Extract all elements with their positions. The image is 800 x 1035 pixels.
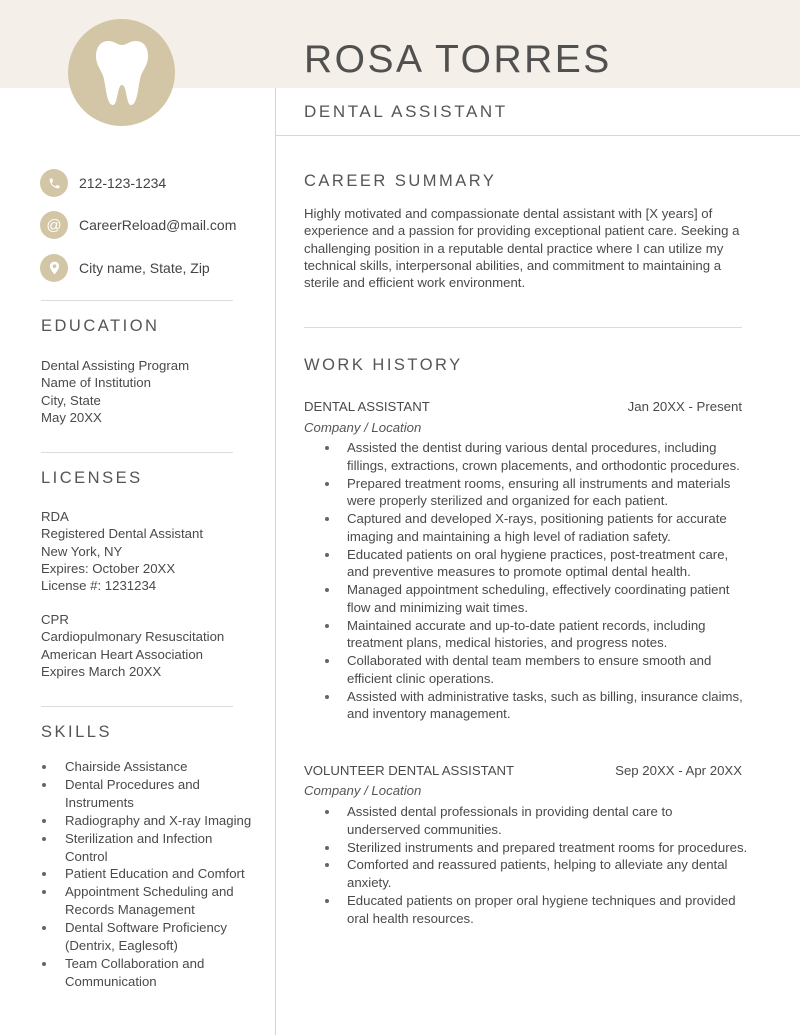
phone-text: 212-123-1234 — [79, 175, 167, 191]
job-bullet: Comforted and reassured patients, helping to alleviate any dental anxiety. — [304, 856, 748, 891]
job-bullet: Assisted with administrative tasks, such as billing, insurance claims, and inventory management. — [304, 688, 748, 723]
licenses-heading: LICENSES — [41, 469, 143, 487]
logo-badge — [68, 19, 175, 126]
job-bullet: Educated patients on proper oral hygiene techniques and provided oral health resources. — [304, 892, 748, 927]
license-line: Expires: October 20XX — [41, 560, 176, 576]
divider — [304, 327, 742, 328]
tooth-icon — [94, 39, 150, 107]
skill-item: Dental Procedures and Instruments — [41, 776, 216, 812]
work-heading: WORK HISTORY — [304, 356, 463, 374]
job-bullet: Assisted the dentist during various dental procedures, including fillings, extractions, crown placements, and orthodontic procedures. — [304, 439, 748, 474]
job-header — [304, 763, 742, 778]
divider — [41, 300, 233, 301]
divider — [41, 706, 233, 707]
license-line: New York, NY — [41, 543, 123, 559]
job-bullet: Educated patients on oral hygiene practices, post-treatment care, and preventive measures to promote optimal dental health. — [304, 546, 748, 581]
education-block — [41, 357, 189, 426]
job-header — [304, 399, 742, 414]
job-dates: Jan 20XX - Present — [627, 399, 742, 414]
skills-heading: SKILLS — [41, 723, 112, 741]
job-title: VOLUNTEER DENTAL ASSISTANT — [304, 763, 515, 778]
job-bullet: Assisted dental professionals in providing dental care to underserved communities. — [304, 803, 748, 838]
license-line: CPR — [41, 612, 69, 627]
skill-item: Dental Software Proficiency (Dentrix, Eaglesoft) — [41, 919, 241, 955]
column-divider — [275, 88, 276, 1035]
job-bullet: Maintained accurate and up-to-date patient records, including treatment plans, medical histories, and progress notes. — [304, 617, 748, 652]
job-bullet: Sterilized instruments and prepared treatment rooms for procedures. — [304, 839, 748, 857]
education-line: Name of Institution — [41, 375, 151, 391]
candidate-name: ROSA TORRES — [304, 38, 612, 81]
contact-email — [40, 211, 236, 239]
summary-text: Highly motivated and compassionate dental assistant with [X years] of experience and a passion for providing exceptional patient care. Seeking a challenging position in a reputable dental practice where I can utilize my technical skills, interpersonal abilities, and commitment to maintaining a sterile and efficient work environment. — [304, 206, 740, 291]
location-pin-icon — [40, 254, 68, 282]
education-line: Dental Assisting Program — [41, 358, 190, 373]
job-company: Company / Location — [304, 420, 422, 435]
skills-list — [41, 758, 256, 991]
license-line: Expires March 20XX — [41, 663, 162, 679]
license-line: RDA — [41, 509, 69, 524]
job-company: Company / Location — [304, 783, 422, 798]
education-line: May 20XX — [41, 409, 102, 425]
license-line: Cardiopulmonary Resuscitation — [41, 629, 225, 645]
job-bullet: Collaborated with dental team members to ensure smooth and efficient clinic operations. — [304, 652, 748, 687]
license-line: American Heart Association — [41, 646, 203, 662]
education-line: City, State — [41, 392, 101, 408]
license-line: License #: 1231234 — [41, 578, 157, 594]
license-rda — [41, 508, 203, 594]
skill-item: Radiography and X-ray Imaging — [41, 812, 256, 830]
job-bullet: Captured and developed X-rays, positioning patients for accurate imaging and maintaining a high level of radiation safety. — [304, 510, 748, 545]
skill-item: Chairside Assistance — [41, 758, 256, 776]
contact-phone — [40, 169, 166, 197]
title-divider — [276, 135, 800, 136]
job-bullets — [304, 803, 748, 928]
at-icon: @ — [40, 211, 68, 239]
education-heading: EDUCATION — [41, 317, 160, 335]
location-text: City name, State, Zip — [79, 260, 210, 276]
summary-heading: CAREER SUMMARY — [304, 172, 497, 190]
job-bullets — [304, 439, 748, 723]
contact-location — [40, 254, 210, 282]
skill-item: Sterilization and Infection Control — [41, 830, 221, 866]
license-line: Registered Dental Assistant — [41, 526, 203, 542]
job-bullet: Prepared treatment rooms, ensuring all instruments and materials were properly sterilized and organized for each patient. — [304, 475, 748, 510]
job-bullet: Managed appointment scheduling, effectively coordinating patient flow and minimizing wait times. — [304, 581, 748, 616]
skill-item: Team Collaboration and Communication — [41, 955, 221, 991]
job-dates: Sep 20XX - Apr 20XX — [615, 763, 742, 778]
license-cpr — [41, 611, 224, 680]
skill-item: Patient Education and Comfort — [41, 865, 256, 883]
divider — [41, 452, 233, 453]
skill-item: Appointment Scheduling and Records Management — [41, 883, 241, 919]
phone-icon — [40, 169, 68, 197]
candidate-title: DENTAL ASSISTANT — [304, 102, 508, 121]
job-title: DENTAL ASSISTANT — [304, 399, 430, 414]
email-text: CareerReload@mail.com — [79, 217, 237, 233]
